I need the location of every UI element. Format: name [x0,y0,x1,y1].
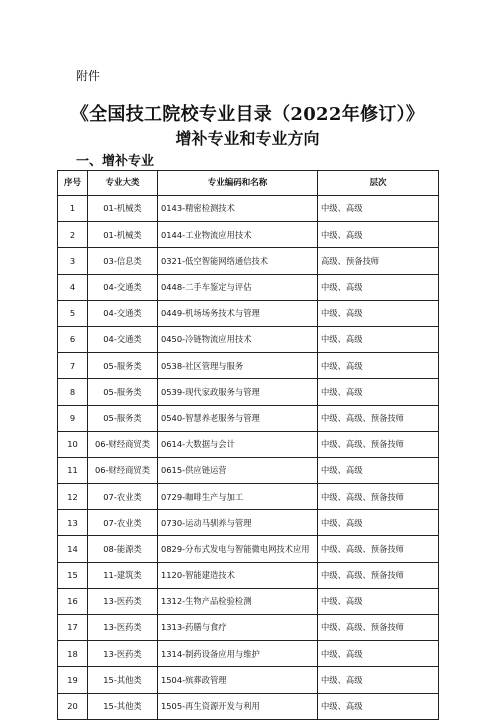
table-row [58,248,439,274]
cell-category: 15-其他类 [88,693,158,719]
cell-category: 13-医药类 [88,615,158,641]
cell-category: 01-机械类 [88,222,158,248]
cell-code-name: 0730-运动马驯养与管理 [158,510,318,536]
cell-index: 13 [58,510,88,536]
table-row [58,484,439,510]
cell-level: 中级、高级 [318,326,439,352]
cell-category: 07-农业类 [88,484,158,510]
cell-category: 08-能源类 [88,536,158,562]
cell-level: 中级、高级、预备技师 [318,484,439,510]
cell-index: 4 [58,274,88,300]
table-row [58,641,439,667]
cell-code-name: 0540-智慧养老服务与管理 [158,405,318,431]
cell-level: 中级、高级 [318,379,439,405]
cell-index: 11 [58,457,88,483]
table-row [58,562,439,588]
cell-index: 18 [58,641,88,667]
cell-category: 15-其他类 [88,667,158,693]
cell-level: 中级、高级、预备技师 [318,615,439,641]
cell-code-name: 0143-精密检测技术 [158,196,318,222]
document-title: 《全国技工院校专业目录（2022年修订）》 [70,104,425,125]
cell-index: 6 [58,326,88,352]
cell-code-name: 1120-智能建造技术 [158,562,318,588]
cell-code-name: 1312-生物产品检验检测 [158,588,318,614]
cell-category: 13-医药类 [88,641,158,667]
cell-code-name: 1313-药膳与食疗 [158,615,318,641]
cell-index: 16 [58,588,88,614]
table-row [58,431,439,457]
cell-level: 中级、高级 [318,667,439,693]
cell-category: 03-信息类 [88,248,158,274]
table-header-row [58,171,439,196]
cell-level: 中级、高级 [318,222,439,248]
cell-category: 05-服务类 [88,379,158,405]
header-level: 层次 [318,171,439,196]
cell-code-name: 0539-现代家政服务与管理 [158,379,318,405]
header-category: 专业大类 [88,171,158,196]
cell-index: 17 [58,615,88,641]
cell-level: 中级、高级 [318,353,439,379]
cell-category: 07-农业类 [88,510,158,536]
table-row [58,510,439,536]
table-row [58,222,439,248]
cell-code-name: 0615-供应链运营 [158,457,318,483]
majors-table [57,170,439,720]
cell-index: 8 [58,379,88,405]
cell-index: 3 [58,248,88,274]
cell-index: 12 [58,484,88,510]
annex-label: 附件 [76,69,101,83]
cell-category: 05-服务类 [88,405,158,431]
table-row [58,274,439,300]
cell-category: 05-服务类 [88,353,158,379]
cell-category: 04-交通类 [88,326,158,352]
cell-index: 20 [58,693,88,719]
cell-code-name: 0449-机场场务技术与管理 [158,300,318,326]
header-index: 序号 [58,171,88,196]
table-row [58,405,439,431]
cell-category: 04-交通类 [88,274,158,300]
table-body [58,196,439,720]
cell-level: 中级、高级、预备技师 [318,562,439,588]
cell-level: 中级、高级 [318,693,439,719]
cell-code-name: 1504-殡葬政管理 [158,667,318,693]
cell-code-name: 1505-再生资源开发与利用 [158,693,318,719]
cell-index: 7 [58,353,88,379]
cell-code-name: 0729-咖啡生产与加工 [158,484,318,510]
cell-level: 中级、高级 [318,196,439,222]
cell-category: 11-建筑类 [88,562,158,588]
cell-level: 中级、高级、预备技师 [318,431,439,457]
cell-level: 中级、高级、预备技师 [318,405,439,431]
cell-code-name: 1314-制药设备应用与维护 [158,641,318,667]
cell-level: 中级、高级 [318,641,439,667]
cell-index: 5 [58,300,88,326]
cell-category: 13-医药类 [88,588,158,614]
cell-level: 中级、高级 [318,274,439,300]
cell-code-name: 0829-分布式发电与智能微电网技术应用 [158,536,318,562]
cell-code-name: 0448-二手车鉴定与评估 [158,274,318,300]
table-row [58,457,439,483]
cell-level: 中级、高级 [318,588,439,614]
cell-level: 中级、高级 [318,510,439,536]
cell-code-name: 0614-大数据与会计 [158,431,318,457]
table-row [58,353,439,379]
table-row [58,693,439,719]
section-heading: 一、增补专业 [76,154,155,169]
cell-index: 10 [58,431,88,457]
cell-code-name: 0321-低空智能网络通信技术 [158,248,318,274]
cell-code-name: 0144-工业物流应用技术 [158,222,318,248]
table-row [58,326,439,352]
header-code-name: 专业编码和名称 [158,171,318,196]
table-row [58,379,439,405]
cell-level: 中级、高级、预备技师 [318,536,439,562]
cell-index: 1 [58,196,88,222]
table-row [58,536,439,562]
cell-level: 中级、高级 [318,457,439,483]
cell-code-name: 0538-社区管理与服务 [158,353,318,379]
table-row [58,588,439,614]
document-subtitle: 增补专业和专业方向 [175,129,320,148]
cell-category: 01-机械类 [88,196,158,222]
cell-index: 15 [58,562,88,588]
cell-level: 高级、预备技师 [318,248,439,274]
cell-category: 04-交通类 [88,300,158,326]
table-row [58,667,439,693]
table-row [58,615,439,641]
cell-level: 中级、高级 [318,300,439,326]
cell-index: 9 [58,405,88,431]
cell-category: 06-财经商贸类 [88,431,158,457]
table-row [58,196,439,222]
cell-index: 14 [58,536,88,562]
table-row [58,300,439,326]
cell-code-name: 0450-冷链物流应用技术 [158,326,318,352]
cell-category: 06-财经商贸类 [88,457,158,483]
cell-index: 2 [58,222,88,248]
cell-index: 19 [58,667,88,693]
